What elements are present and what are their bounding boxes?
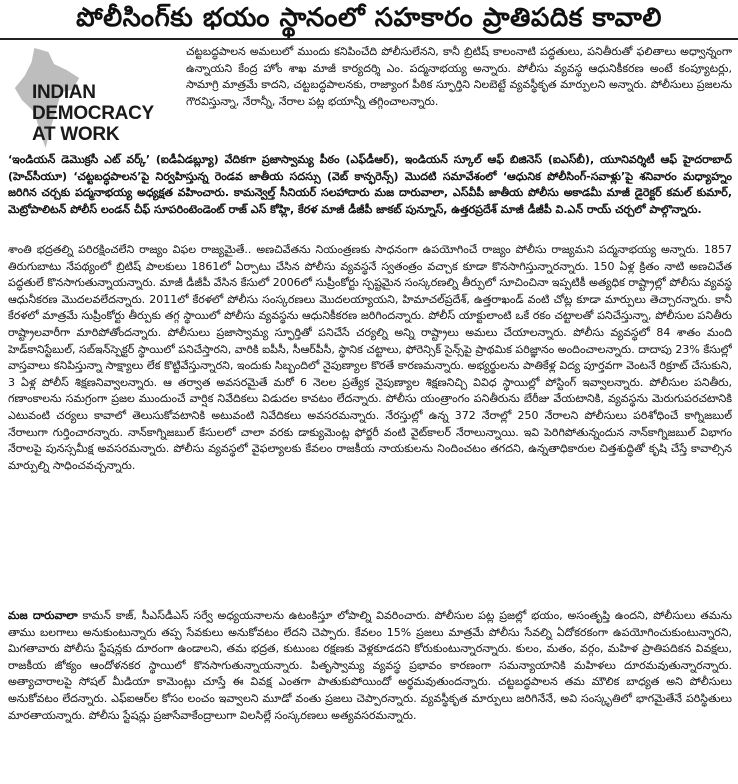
logo-text — [32, 82, 154, 145]
speaker-name: మజ దారువాలా — [8, 609, 78, 622]
paragraph-daruwala-remarks — [8, 608, 732, 780]
logo-line-1: INDIAN — [32, 82, 96, 103]
paragraph-padmanabhaiah-remarks: శాంతి భద్రతల్ని పరిరక్షించలేని రాజ్యం విఫల రాజ్యమైతే.. అణచివేతను నియంత్రణకు సాధనంగా ఉపయోగించే రాజ్యం పోలీసు రాజ్యమని పద్మనాభయ్య అన్నారు. 1857 తిరుగుబాటు నేపథ్యంలో బ్రిటిష్ పాలకులు 1861లో ఏర్పాటు చేసిన పోలీసు వ్యవస్థనే స్వతంత్రం వచ్చాక కూడా కొనసాగిస్తున్నారన్నారు. 150 ఏళ్ల క్రితం నాటి అణచివేత పద్ధతులే కొనసాగుతున్నాయన్నారు. మాజీ డీజీపీ వేసిన కేసులో 2006లో సుప్రీంకోర్టు స్పష్టమైన సంస్కరణల్ని తీర్పులో సూచించినా ఇప్పటికీ అత్యధిక రాష్ట్రాల్లో పోలీసు వ్యవస్థ ఆధునీకరణ మొదలవలేదన్నారు. 2011లో కేరళలో పోలీసు సంస్కరణలు మొదలయ్యాయని, హిమాచల్‌ప్రదేశ్, ఉత్తరాఖండ్ వంటి చోట్ల కూడా మార్పులు తెచ్చారన్నారు. కానీ కేరళలో మాత్రమే సుప్రీంకోర్టు తీర్పుకు తగ్గ స్థాయిలో పోలీసు వ్యవస్థను ఆధునికీకరణ జరిగిందన్నారు. పోలీస్ యాక్టులాంటి ఒకే రకం చట్టాలతో పనిచేస్తున్నా, పోలీసుల పనితీరు రాష్ట్రాలవారీగా మారిపోతోందన్నారు. పోలీసులు ప్రజాస్వామ్య స్ఫూర్తితో పనిచేసే చర్యల్ని అన్ని రాష్ట్రాలు అమలు చేయాలన్నారు. పోలీసు వ్యవస్థలో 84 శాతం మంది హెడ్‌కానిస్టేబుల్, సబ్‌ఇన్‌స్పెక్టర్ స్థాయిలో పనిచేస్తారని, వారికి ఐపీసీ, సీఆర్‌పీసీ, స్థానిక చట్టాలు, ఫోరెన్సిక్ సైన్స్‌పై ప్రాథమిక పరిజ్ఞానం అందించాలన్నారు. దాదాపు 23% కేసుల్లో వాస్తవాలు కనిపిస్తున్నా సాక్ష్యాలు లేక కొట్టివేస్తున్నారని, ఇందుకు సిబ్బందిలో నైపుణ్యాల కొరతే కారణమన్నారు. అభ్యర్థులను పాతికేళ్ల విద్య పూర్తవగా వెంటనే రిక్రూట్ చేసుకుని, 3 ఏళ్ల పోలీస్ శిక్షణనివ్వాలన్నారు. ఆ తర్వాత అవసరమైతే మరో 6 నెలల ప్రత్యేక నైపుణ్యాల శిక్షణనిచ్చి వివిధ స్థాయిల్లో పోస్టింగ్ ఇవ్వాలన్నారు. పోలీసుల పనితీరు, గణాంకాలను సమగ్రంగా ప్రజల ముందుంచే వార్షిక నివేదికలు విడుదల కావటం లేదన్నారు. పోలీసు యంత్రాంగం పనితీరును బేరీజు వేయటానికి, వ్యవస్థను మెరుగుపరచటానికి ఎటువంటి చర్యలు కావాలో తెలుసుకోవటానికి అటువంటి నివేదికలు అవసరమన్నారు. నేరస్తుల్లో ఉన్న 372 నేరాల్లో 250 నేరాలని పోలీసులు పరిశోధించే కాగ్నిజబుల్ నేరాలుగా గుర్తించారన్నారు. నాన్‌కాగ్నిజబుల్ కేసులలో చాలా వరకు డాక్యుమెంట్ల ఫోర్జరీ వంటి వైట్‌కాలర్ నేరాలున్నాయి. ఇవి పెరిగిపోతున్నందున నాన్‌కాగ్నిజబుల్ విభాగం నేరాలపై పునస్సమీక్ష అవసరమన్నారు. పోలీసు వ్యవస్థలో వైఫల్యాలకు కేవలం రాజకీయ నాయకులను నిందించటం తగదని, ఉన్నతాధికారుల చిత్తశుద్ధితో కృషి చేస్తే కావాల్సిన మార్పుల్ని సాధించవచ్చన్నారు. — [8, 243, 732, 472]
paragraph-intro: చట్టబద్ధపాలన అమలులో ముందు కనిపించేది పోలీసులేనని, కానీ బ్రిటిష్ కాలంనాటి పద్ధతులు, పనితీరుతో ఫలితాలు అధ్వాన్నంగా ఉన్నాయని కేంద్ర హోం శాఖ మాజీ కార్యదర్శి ఎం. పద్మనాభయ్య అన్నారు. పోలీసు వ్యవస్థ ఆధునికీకరణ అంటే కంప్యూటర్లు, సామాగ్రి మాత్రమే కాదని, చట్టబద్ధపాలనకు, రాజ్యాంగ పీఠిక స్ఫూర్తిని నిలబెట్టే వ్యవస్థీకృత మార్పులని అన్నారు. పోలీసులు ప్రజలను గౌరవిస్తున్నా, నేరాన్నీ, నేరాల పట్ల భయాన్నీ తగ్గించాలన్నారు. — [186, 45, 732, 108]
paragraph-daruwala-text: కామన్ కాజ్, సీఎస్‌డీఎస్ సర్వే అధ్యయనాలను ఉటంకిస్తూ లోపాల్ని వివరించారు. పోలీసుల పట్ల ప్రజల్లో భయం, అసంతృప్తి ఉందని, పోలీసులు తమను తాము బలగాలు అనుకుంటున్నారు తప్ప సేవకులు అనుకోవటం లేదని చెప్పారు. కేవలం 15% ప్రజలు మాత్రమే పోలీసు సేవల్ని ఏదోకరకంగా ఉపయోగించుకుంటున్నారని, మిగతావారు పోలీసు స్టేషన్లకు దూరంగా ఉండాలని, తమ భద్రత, కుటుంబ రక్షణకు వెళ్లకూడదని కోరుకుంటున్నారన్నారు. కులం, మతం, వర్గం, మహిళ ప్రాతిపదికన వివక్షలు, రాజకీయ జోక్యం ఆందోళనకర స్థాయిలో కొనసాగుతున్నాయన్నారు. పితృస్వామ్య వ్యవస్థ ప్రభావం కారణంగా సమన్యాయానికి మహిళలు దూరమవుతున్నారన్నారు. అత్యాచారాలపై సోషల్ మీడియా కామెంట్లు చూస్తే ఈ వివక్ష ఎంతగా పాతుకుపోయిందో అర్థమవుతుందన్నారు. చట్టబద్ధపాలన తమ మౌలిక బాధ్యత అని పోలీసులు అనుకోవటం లేదన్నారు. ఎఫ్‌ఐఆర్‌ల కోసం లంచం ఇవ్వాలని మూడో వంతు ప్రజలు చెప్పారన్నారు. వ్యవస్థీకృత మార్పులు జరిగినేనే, అవి సంస్కృతిలో భాగమైతేనే పరిస్థితులు మారతాయన్నారు. పోలీసు స్టేషన్లు ప్రజాసేవాకేంద్రాలుగా విలసిల్లే సంస్కరణలు అత్యవసరమన్నారు. — [8, 609, 732, 722]
headline: పోలీసింగ్‌కు భయం స్థానంలో సహకారం ప్రాతిపదిక కావాలి — [0, 0, 738, 40]
logo-line-3: AT WORK — [32, 124, 120, 145]
logo-line-2: DEMOCRACY — [32, 103, 154, 124]
paragraph-event-details: ‘ఇండియన్ డెమొక్రసీ ఎట్ వర్క్’ (ఐడీఏడబ్ల్యూ) వేదికగా ప్రజాస్వామ్య పీఠం (ఎఫ్‌డీఆర్), ఇండియన్ స్కూల్ ఆఫ్ బిజినెస్ (ఐఎస్‌బీ), యూనివర్శిటీ ఆఫ్ హైదరాబాద్ (హెచ్‌సీయూ) ‘చట్టబద్ధపాలన’పై నిర్వహిస్తున్న రెండవ జాతీయ సదస్సు (వెబ్ కాన్ఫరెన్స్) మొదటి సమావేశంలో ‘ఆధునిక పోలీసింగ్-సవాళ్లు’పై శనివారం మధ్యాహ్నం జరిగిన చర్చకు పద్మనాభయ్య అధ్యక్షత వహించారు. కామన్వెల్త్ సీనియర్ సలహాదారు మజ దారువాలా, ఎస్‌వీపీ జాతీయ పోలీసు అకాడమీ మాజీ డైరెక్టర్ కమల్ కుమార్, మెట్రోపాలిటన్ పోలీస్ లండన్ చీఫ్ సూపరింటెండెంట్ రాజ్ ఎస్ కోహ్లి, కేరళ మాజీ డీజీపీ జాకబ్ పున్నూస్, ఉత్తరప్రదేశ్ మాజీ డీజీపీ వి.ఎన్ రాయ్ చర్చలో పాల్గొన్నారు. — [8, 153, 732, 216]
indian-democracy-at-work-logo — [12, 48, 170, 148]
